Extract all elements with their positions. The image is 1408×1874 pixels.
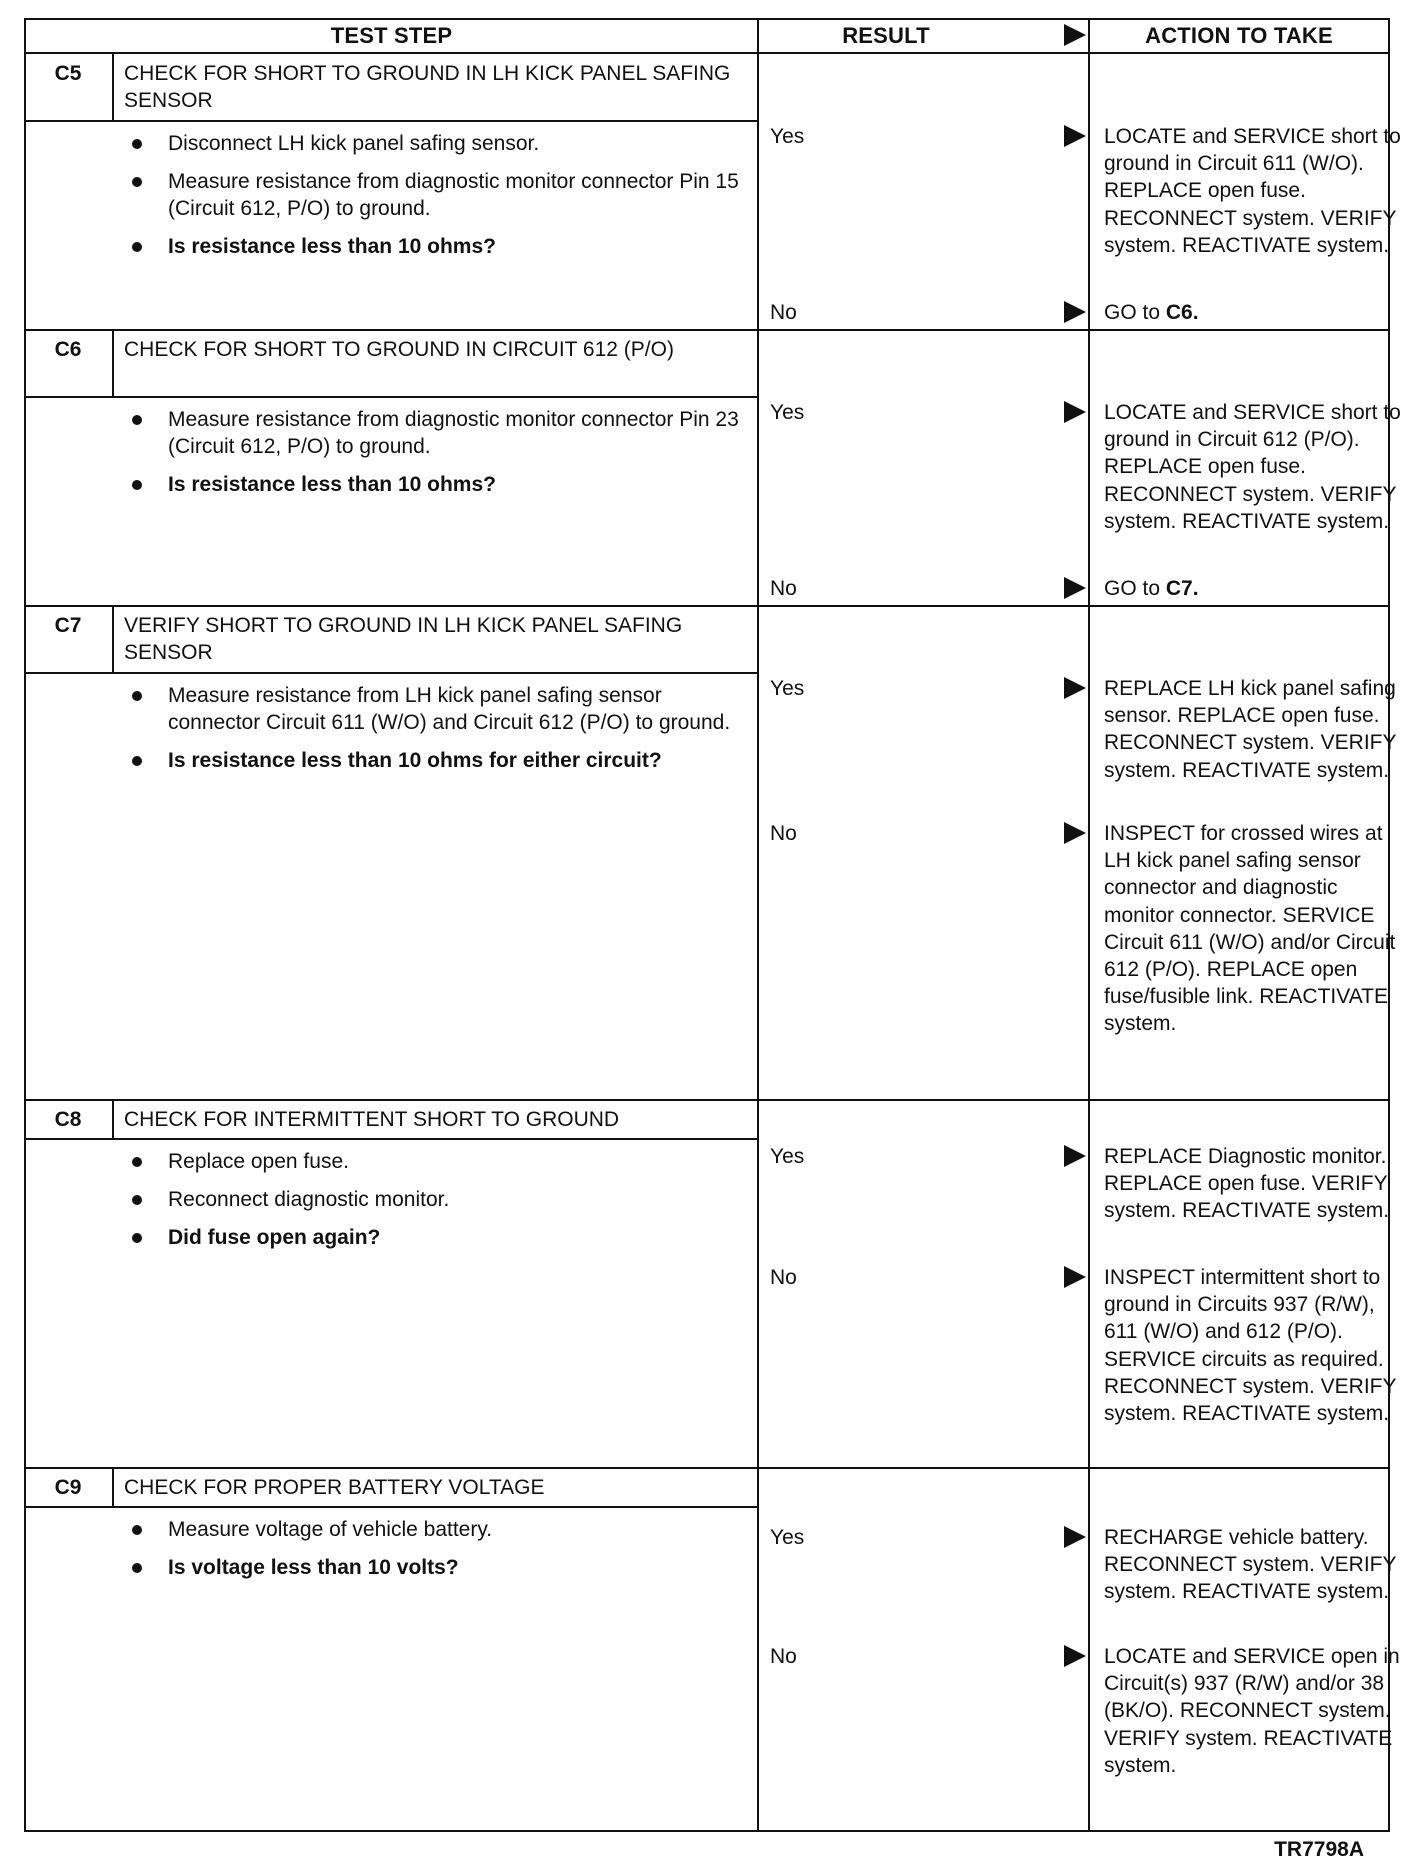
action-text <box>1104 820 1404 1038</box>
header-action: ACTION TO TAKE <box>1145 23 1333 48</box>
action-body: REPLACE Diagnostic monitor. REPLACE open fuse. VERIFY system. REACTIVATE system. <box>1104 1145 1390 1223</box>
bullet-text: Measure voltage of vehicle battery. <box>168 1518 493 1541</box>
result-label: No <box>770 1645 797 1668</box>
bullet-icon <box>132 139 142 149</box>
action-column-divider <box>1088 18 1090 1830</box>
step-title: CHECK FOR INTERMITTENT SHORT TO GROUND <box>124 1108 620 1131</box>
bullet-icon <box>132 691 142 701</box>
bullet-item <box>124 471 744 498</box>
bullet-item <box>124 1186 744 1213</box>
step-id-divider <box>112 1100 114 1138</box>
bullet-text: Reconnect diagnostic monitor. <box>168 1188 450 1211</box>
result-arrow-icon <box>1064 822 1086 844</box>
result-arrow-icon <box>1064 401 1086 423</box>
bullet-text: Disconnect LH kick panel safing sensor. <box>168 132 540 155</box>
bullet-icon <box>132 1157 142 1167</box>
step-id: C6 <box>54 338 82 361</box>
row-divider <box>24 1099 1388 1101</box>
result-column-divider <box>757 18 759 1830</box>
goto-step: C7. <box>1165 577 1199 600</box>
result-label: Yes <box>770 1526 805 1549</box>
step-bullets <box>124 682 744 785</box>
result-label: No <box>770 1266 797 1289</box>
bullet-icon <box>132 480 142 490</box>
diagnostic-table <box>24 18 1401 1861</box>
action-body: REPLACE LH kick panel safing sensor. REPLACE open fuse. RECONNECT system. VERIFY system. REACTIVATE system. <box>1104 677 1397 782</box>
action-text <box>1104 1264 1404 1427</box>
action-text <box>1104 1143 1404 1225</box>
step-id-divider <box>112 54 114 120</box>
result-arrow-icon <box>1064 125 1086 147</box>
step-title-underline <box>24 1506 759 1508</box>
step-title: CHECK FOR PROPER BATTERY VOLTAGE <box>124 1476 545 1499</box>
bullet-item <box>124 406 744 460</box>
action-body: LOCATE and SERVICE short to ground in Circuit 611 (W/O). REPLACE open fuse. RECONNECT system. VERIFY system. REACTIVATE system. <box>1104 125 1401 257</box>
step-title-underline <box>24 120 759 122</box>
action-body: GO to <box>1104 577 1166 600</box>
header-test-step: TEST STEP <box>330 23 453 48</box>
step-title: VERIFY SHORT TO GROUND IN LH KICK PANEL SAFING SENSOR <box>124 614 683 664</box>
action-text <box>1104 299 1404 326</box>
header-result: RESULT <box>842 23 930 48</box>
bullet-icon <box>132 1525 142 1535</box>
row-divider <box>24 1467 1388 1469</box>
bullet-text: Is voltage less than 10 volts? <box>168 1556 459 1579</box>
action-body: LOCATE and SERVICE short to ground in Circuit 612 (P/O). REPLACE open fuse. RECONNECT system. VERIFY system. REACTIVATE system. <box>1104 401 1401 533</box>
bullet-text: Is resistance less than 10 ohms? <box>168 235 496 258</box>
result-arrow-icon <box>1064 577 1086 599</box>
action-body: RECHARGE vehicle battery. RECONNECT system. VERIFY system. REACTIVATE system. <box>1104 1526 1397 1604</box>
bullet-icon <box>132 1233 142 1243</box>
result-label: Yes <box>770 125 805 148</box>
bullet-item <box>124 1224 744 1251</box>
step-title-underline <box>24 672 759 674</box>
bullet-icon <box>132 1563 142 1573</box>
bullet-text: Did fuse open again? <box>168 1226 381 1249</box>
step-id-divider <box>112 1468 114 1506</box>
bullet-text: Is resistance less than 10 ohms for either circuit? <box>168 749 662 772</box>
bullet-text: Measure resistance from diagnostic monitor connector Pin 23 (Circuit 612, P/O) to ground. <box>168 408 739 458</box>
step-id-divider <box>112 330 114 396</box>
bullet-item <box>124 1148 744 1175</box>
row-divider <box>24 329 1388 331</box>
step-bullets <box>124 130 744 271</box>
goto-step: C6. <box>1165 301 1199 324</box>
figure-code: TR7798A <box>1274 1838 1364 1861</box>
action-text <box>1104 675 1404 784</box>
bullet-text: Is resistance less than 10 ohms? <box>168 473 496 496</box>
bullet-item <box>124 130 744 157</box>
result-label: Yes <box>770 677 805 700</box>
bullet-icon <box>132 177 142 187</box>
step-title: CHECK FOR SHORT TO GROUND IN CIRCUIT 612 (P/O) <box>124 338 674 361</box>
result-arrow-icon <box>1064 1526 1086 1548</box>
header-arrow-icon <box>1064 24 1086 46</box>
header-divider <box>24 52 1388 54</box>
result-arrow-icon <box>1064 301 1086 323</box>
result-label: No <box>770 301 797 324</box>
step-id-divider <box>112 606 114 672</box>
result-label: Yes <box>770 1145 805 1168</box>
step-id: C7 <box>54 614 82 637</box>
action-body: INSPECT for crossed wires at LH kick panel safing sensor connector and diagnostic monitor connector. SERVICE Circuit 611 (W/O) and/or Circuit 612 (P/O). REPLACE open fuse/fusible link. REACTIVATE system. <box>1104 822 1396 1036</box>
result-label: Yes <box>770 401 805 424</box>
action-body: LOCATE and SERVICE open in Circuit(s) 937 (R/W) and/or 38 (BK/O). RECONNECT system. VERIFY system. REACTIVATE system. <box>1104 1645 1400 1777</box>
action-body: GO to <box>1104 301 1166 324</box>
action-text <box>1104 1524 1404 1606</box>
step-id: C8 <box>54 1108 82 1131</box>
bullet-icon <box>132 756 142 766</box>
action-text <box>1104 123 1404 259</box>
step-bullets <box>124 1516 744 1592</box>
action-text <box>1104 399 1404 535</box>
result-arrow-icon <box>1064 1266 1086 1288</box>
bullet-item <box>124 682 744 736</box>
row-divider <box>24 605 1388 607</box>
result-label: No <box>770 577 797 600</box>
step-id: C5 <box>54 62 82 85</box>
step-title-underline <box>24 1138 759 1140</box>
bullet-text: Measure resistance from diagnostic monitor connector Pin 15 (Circuit 612, P/O) to ground. <box>168 170 739 220</box>
action-body: INSPECT intermittent short to ground in Circuits 937 (R/W), 611 (W/O) and 612 (P/O). SERVICE circuits as required. RECONNECT system. VERIFY system. REACTIVATE system. <box>1104 1266 1397 1426</box>
bullet-item <box>124 1554 744 1581</box>
bullet-item <box>124 168 744 222</box>
result-arrow-icon <box>1064 677 1086 699</box>
result-arrow-icon <box>1064 1145 1086 1167</box>
bullet-item <box>124 1516 744 1543</box>
result-label: No <box>770 822 797 845</box>
step-bullets <box>124 406 744 509</box>
action-text <box>1104 575 1404 602</box>
step-title: CHECK FOR SHORT TO GROUND IN LH KICK PANEL SAFING SENSOR <box>124 62 731 112</box>
bullet-item <box>124 233 744 260</box>
bullet-icon <box>132 415 142 425</box>
step-id: C9 <box>54 1476 82 1499</box>
bullet-text: Measure resistance from LH kick panel safing sensor connector Circuit 611 (W/O) and Circuit 612 (P/O) to ground. <box>168 684 731 734</box>
result-arrow-icon <box>1064 1645 1086 1667</box>
bullet-icon <box>132 1195 142 1205</box>
action-text <box>1104 1643 1404 1779</box>
step-title-underline <box>24 396 759 398</box>
step-bullets <box>124 1148 744 1262</box>
bullet-text: Replace open fuse. <box>168 1150 349 1173</box>
bullet-item <box>124 747 744 774</box>
bullet-icon <box>132 242 142 252</box>
